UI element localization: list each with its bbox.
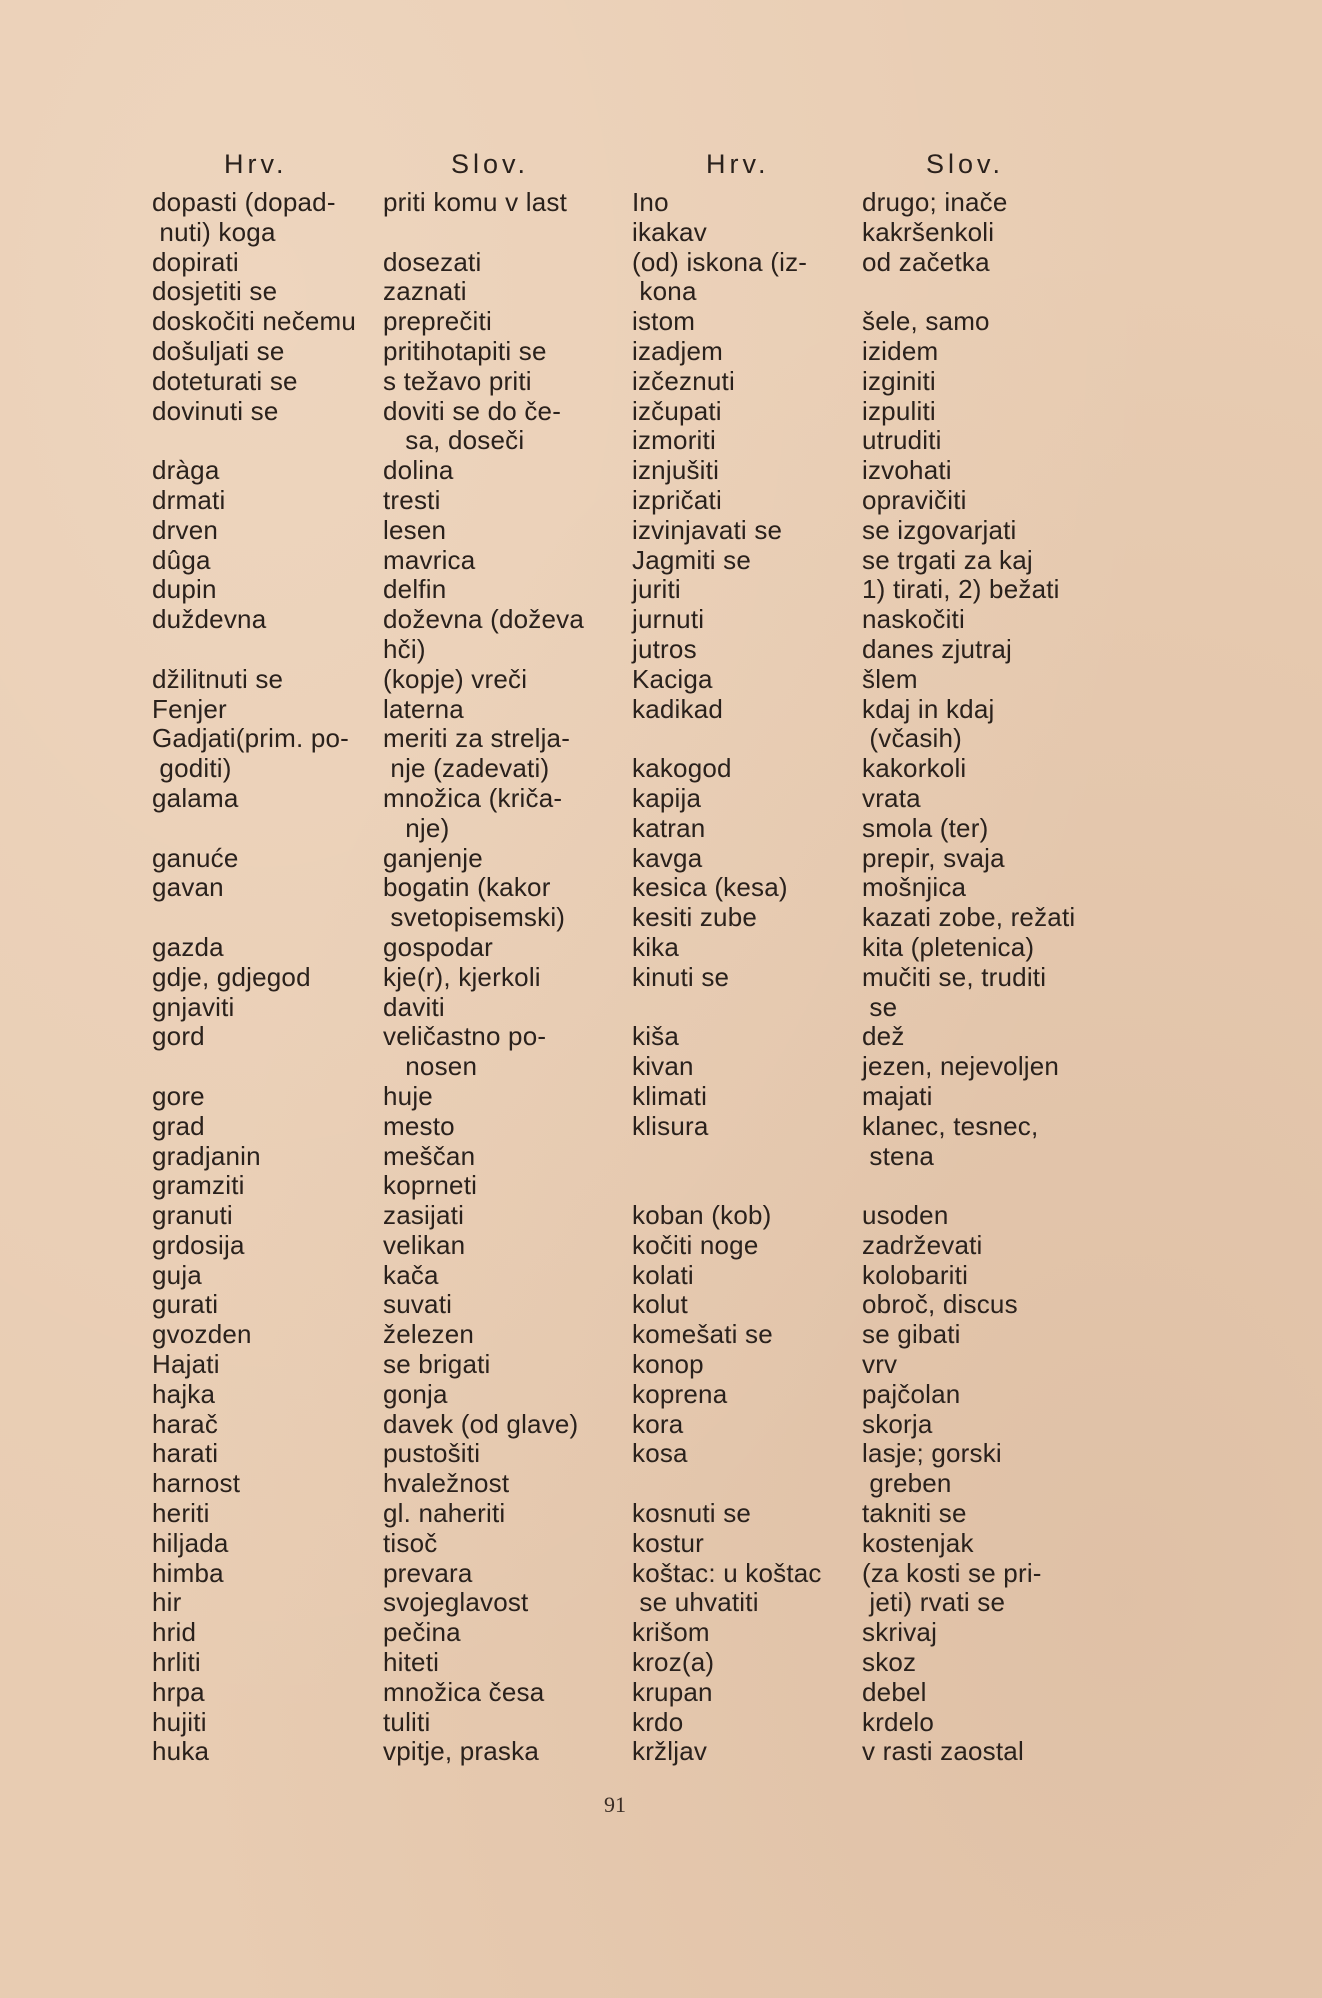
entry-line: izvinjavati se — [632, 514, 783, 545]
entry-line: delfin — [383, 574, 447, 605]
entry-line: množica česa — [383, 1676, 545, 1707]
entry-line: hrliti — [152, 1647, 201, 1678]
entry-list — [152, 188, 356, 1767]
entry-line: izčupati — [632, 395, 722, 426]
entry-line: obroč, discus — [862, 1289, 1018, 1320]
entry-line: vrv — [862, 1349, 898, 1380]
entry-line: kdaj in kdaj — [862, 693, 995, 724]
entry-line: 1) tirati, 2) bežati — [862, 574, 1060, 605]
entry-line: se gibati — [862, 1319, 961, 1350]
entry-line: pustošiti — [383, 1438, 481, 1469]
entry-line: gradjanin — [152, 1140, 261, 1171]
entry-line: izpuliti — [862, 395, 936, 426]
entry-line: jezen, nejevoljen — [862, 1051, 1060, 1082]
entry-line: nosen — [383, 1051, 478, 1082]
entry-line: izčeznuti — [632, 365, 735, 396]
entry-line: hiljada — [152, 1527, 229, 1558]
entry-line: hiteti — [383, 1647, 440, 1678]
entry-line: kinuti se — [632, 961, 730, 992]
entry-line: kolati — [632, 1259, 694, 1290]
entry-line: dolina — [383, 455, 454, 486]
entry-line: konop — [632, 1349, 704, 1380]
entry-line: Jagmiti se — [632, 544, 752, 575]
entry-line: Fenjer — [152, 693, 227, 724]
entry-line: svojeglavost — [383, 1587, 529, 1618]
entry-line: se trgati za kaj — [862, 544, 1033, 575]
entry-line: dež — [862, 1021, 905, 1052]
entry-line — [632, 1142, 822, 1172]
entry-line: kadikad — [632, 693, 724, 724]
entry-line: kostur — [632, 1527, 705, 1558]
entry-line: se uhvatiti — [632, 1587, 759, 1618]
entry-line: opravičiti — [862, 484, 967, 515]
entry-line: zadrževati — [862, 1229, 983, 1260]
entry-line: v rasti zaostal — [862, 1736, 1024, 1767]
entry-line: dràga — [152, 455, 220, 486]
entry-line: izadjem — [632, 335, 723, 366]
entry-line: koban (kob) — [632, 1200, 772, 1231]
entry-line: danes zjutraj — [862, 633, 1013, 664]
entry-line: majati — [862, 1080, 933, 1111]
entry-line — [862, 277, 1075, 307]
entry-line: laterna — [383, 693, 464, 724]
entry-line: prevara — [383, 1557, 473, 1588]
entry-line: dovinuti se — [152, 395, 279, 426]
entry-line: grdosija — [152, 1229, 245, 1260]
entry-line: kakogod — [632, 753, 732, 784]
entry-line: gnjaviti — [152, 991, 235, 1022]
entry-line: gospodar — [383, 931, 494, 962]
entry-line: kakorkoli — [862, 753, 967, 784]
entry-line: kika — [632, 931, 680, 962]
entry-line: meščan — [383, 1140, 476, 1171]
entry-line: galama — [152, 782, 239, 813]
entry-line — [383, 218, 584, 248]
entry-line: gdje, gdjegod — [152, 961, 311, 992]
entry-line: krdo — [632, 1706, 684, 1737]
entry-line: kora — [632, 1408, 684, 1439]
entry-line: kača — [383, 1259, 439, 1290]
entry-line: Gadjati(prim. po- — [152, 723, 350, 754]
entry-line: klimati — [632, 1080, 708, 1111]
entry-line: ganuće — [152, 842, 239, 873]
entry-line: mučiti se, truditi — [862, 961, 1047, 992]
entry-line: kazati zobe, režati — [862, 902, 1076, 933]
entry-line: gazda — [152, 931, 224, 962]
entry-line: harač — [152, 1408, 219, 1439]
entry-line — [632, 993, 822, 1023]
entry-line: himba — [152, 1557, 224, 1588]
entry-line: Hajati — [152, 1349, 220, 1380]
column-header: Hrv. — [706, 149, 770, 179]
entry-list — [383, 188, 584, 1767]
entry-line: stena — [862, 1140, 935, 1171]
entry-line: grad — [152, 1110, 205, 1141]
entry-line: nuti) koga — [152, 216, 276, 247]
column-header: Hrv. — [224, 149, 288, 179]
page-number: 91 — [604, 1792, 626, 1817]
entry-line: koprneti — [383, 1170, 478, 1201]
entry-line: gavan — [152, 872, 224, 903]
entry-line: kržljav — [632, 1736, 708, 1767]
entry-line — [152, 635, 356, 665]
entry-line: hvaležnost — [383, 1468, 510, 1499]
entry-line — [862, 1171, 1075, 1201]
entry-line: železen — [383, 1319, 475, 1350]
entry-line: kolobariti — [862, 1259, 969, 1290]
entry-line: lasje; gorski — [862, 1438, 1002, 1469]
entry-line — [632, 1469, 822, 1499]
entry-line: izpričati — [632, 484, 722, 515]
entry-line: naskočiti — [862, 604, 965, 635]
entry-line: skoz — [862, 1647, 917, 1678]
entry-line: Ino — [632, 187, 669, 217]
entry-line: jurnuti — [632, 604, 705, 635]
entry-line: dûga — [152, 544, 211, 575]
entry-line: usoden — [862, 1200, 949, 1231]
entry-line: izvohati — [862, 455, 952, 486]
column-header: Slov. — [926, 149, 1005, 179]
entry-line: mošnjica — [862, 872, 967, 903]
entry-line: šlem — [862, 663, 918, 694]
entry-line: kosnuti se — [632, 1498, 752, 1529]
entry-line: greben — [862, 1468, 952, 1499]
entry-line: hči) — [383, 633, 426, 664]
entry-line: krupan — [632, 1676, 713, 1707]
entry-line: dosezati — [383, 246, 482, 277]
entry-line: dupin — [152, 574, 217, 605]
entry-line: debel — [862, 1676, 927, 1707]
entry-line: juriti — [632, 574, 681, 605]
entry-list — [862, 188, 1075, 1767]
entry-line: tresti — [383, 484, 441, 515]
entry-line: pajčolan — [862, 1378, 961, 1409]
entry-line: hir — [152, 1587, 182, 1618]
entry-line: dopirati — [152, 246, 239, 277]
entry-line: utruditi — [862, 425, 942, 456]
entry-line: hujiti — [152, 1706, 207, 1737]
entry-line: izginiti — [862, 365, 936, 396]
entry-line: kiša — [632, 1021, 680, 1052]
entry-line: doviti se do če- — [383, 395, 562, 426]
entry-line: daviti — [383, 991, 445, 1022]
entry-line: drven — [152, 514, 219, 545]
entry-line: množica (kriča- — [383, 782, 563, 813]
entry-line: gl. naheriti — [383, 1498, 506, 1529]
entry-line: istom — [632, 306, 696, 337]
entry-line: koštac: u koštac — [632, 1557, 822, 1588]
entry-line: komešati se — [632, 1319, 773, 1350]
entry-line: nje (zadevati) — [383, 753, 550, 784]
entry-line: kesica (kesa) — [632, 872, 788, 903]
entry-line: kapija — [632, 782, 702, 813]
entry-line — [632, 1171, 822, 1201]
entry-line: preprečiti — [383, 306, 492, 337]
entry-line: guja — [152, 1259, 202, 1290]
column-header: Slov. — [451, 149, 530, 179]
entry-line: suvati — [383, 1289, 453, 1320]
entry-line: šele, samo — [862, 306, 990, 337]
entry-line: se izgovarjati — [862, 514, 1017, 545]
entry-line: hrpa — [152, 1676, 205, 1707]
entry-line: takniti se — [862, 1498, 967, 1529]
entry-line: lesen — [383, 514, 447, 545]
entry-line: harati — [152, 1438, 219, 1469]
column-hrv-right — [632, 150, 822, 1767]
entry-line: džilitnuti se — [152, 663, 284, 694]
entry-line: kočiti noge — [632, 1229, 759, 1260]
entry-line: kita (pletenica) — [862, 931, 1035, 962]
entry-line: katran — [632, 812, 706, 843]
entry-line: gurati — [152, 1289, 219, 1320]
entry-line: klisura — [632, 1110, 709, 1141]
entry-line: zasijati — [383, 1200, 465, 1231]
column-slov-right — [862, 150, 1075, 1767]
entry-line: se brigati — [383, 1349, 491, 1380]
entry-line: s težavo priti — [383, 365, 532, 396]
entry-line: hrid — [152, 1617, 197, 1648]
entry-line: meriti za strelja- — [383, 723, 571, 754]
entry-line: veličastno po- — [383, 1021, 547, 1052]
entry-line: goditi) — [152, 753, 232, 784]
entry-line: nje) — [383, 812, 450, 843]
entry-line: prepir, svaja — [862, 842, 1005, 873]
entry-line: doteturati se — [152, 365, 298, 396]
entry-line: (kopje) vreči — [383, 663, 528, 694]
entry-line: priti komu v last — [383, 187, 568, 217]
entry-line: kje(r), kjerkoli — [383, 961, 541, 992]
entry-line: kivan — [632, 1051, 694, 1082]
entry-line: smola (ter) — [862, 812, 989, 843]
column-slov-left — [383, 150, 584, 1767]
entry-line: harnost — [152, 1468, 241, 1499]
entry-line: koprena — [632, 1378, 728, 1409]
entry-line: kroz(a) — [632, 1647, 715, 1678]
entry-line: heriti — [152, 1498, 210, 1529]
entry-line: davek (od glave) — [383, 1408, 579, 1439]
entry-line: doskočiti nečemu — [152, 306, 357, 337]
entry-line: vrata — [862, 782, 921, 813]
entry-line: (od) iskona (iz- — [632, 246, 808, 277]
entry-line: granuti — [152, 1200, 233, 1231]
entry-line: hajka — [152, 1378, 216, 1409]
entry-line: (včasih) — [862, 723, 963, 754]
entry-line: dopasti (dopad- — [152, 187, 336, 217]
entry-line: od začetka — [862, 246, 990, 277]
entry-line: vpitje, praska — [383, 1736, 539, 1767]
entry-line: huje — [383, 1080, 433, 1111]
entry-line: kostenjak — [862, 1527, 974, 1558]
entry-line: se — [862, 991, 898, 1022]
entry-line: gonja — [383, 1378, 448, 1409]
entry-line: gvozden — [152, 1319, 252, 1350]
entry-line: kavga — [632, 842, 703, 873]
entry-line: klanec, tesnec, — [862, 1110, 1039, 1141]
entry-line: jutros — [632, 633, 697, 664]
entry-line: pritihotapiti se — [383, 335, 547, 366]
entry-line: kolut — [632, 1289, 688, 1320]
entry-line: bogatin (kakor — [383, 872, 551, 903]
entry-line: Kaciga — [632, 663, 713, 694]
column-hrv-left — [152, 150, 356, 1767]
entry-line: iznjušiti — [632, 455, 720, 486]
entry-line: drugo; inače — [862, 187, 1008, 217]
entry-list — [632, 188, 822, 1767]
entry-line: zaznati — [383, 276, 467, 307]
entry-line — [152, 814, 356, 844]
entry-line: huka — [152, 1736, 210, 1767]
entry-line: tuliti — [383, 1706, 431, 1737]
entry-line: mesto — [383, 1110, 455, 1141]
entry-line — [152, 903, 356, 933]
entry-line: ganjenje — [383, 842, 483, 873]
entry-line: krišom — [632, 1617, 710, 1648]
entry-line: kosa — [632, 1438, 688, 1469]
entry-line: kesiti zube — [632, 902, 758, 933]
entry-line: skorja — [862, 1408, 933, 1439]
entry-line: gore — [152, 1080, 205, 1111]
entry-line: kakršenkoli — [862, 216, 995, 247]
entry-line: izmoriti — [632, 425, 716, 456]
entry-line: sa, doseči — [383, 425, 525, 456]
entry-line: mavrica — [383, 544, 476, 575]
entry-line: došuljati se — [152, 335, 285, 366]
entry-line: pečina — [383, 1617, 461, 1648]
entry-line: velikan — [383, 1229, 466, 1260]
entry-line: jeti) rvati se — [862, 1587, 1006, 1618]
entry-line: drmati — [152, 484, 226, 515]
entry-line — [152, 426, 356, 456]
entry-line: krdelo — [862, 1706, 935, 1737]
entry-line — [632, 724, 822, 754]
entry-line: svetopisemski) — [383, 902, 566, 933]
entry-line: ikakav — [632, 216, 707, 247]
entry-line: (za kosti se pri- — [862, 1557, 1042, 1588]
entry-line: gramziti — [152, 1170, 245, 1201]
entry-line: tisoč — [383, 1527, 438, 1558]
entry-line: gord — [152, 1021, 205, 1052]
entry-line: duždevna — [152, 604, 267, 635]
entry-line: doževna (doževa — [383, 604, 585, 635]
entry-line: izidem — [862, 335, 939, 366]
entry-line: skrivaj — [862, 1617, 938, 1648]
entry-line: kona — [632, 276, 697, 307]
entry-line — [152, 1052, 356, 1082]
entry-line: dosjetiti se — [152, 276, 278, 307]
